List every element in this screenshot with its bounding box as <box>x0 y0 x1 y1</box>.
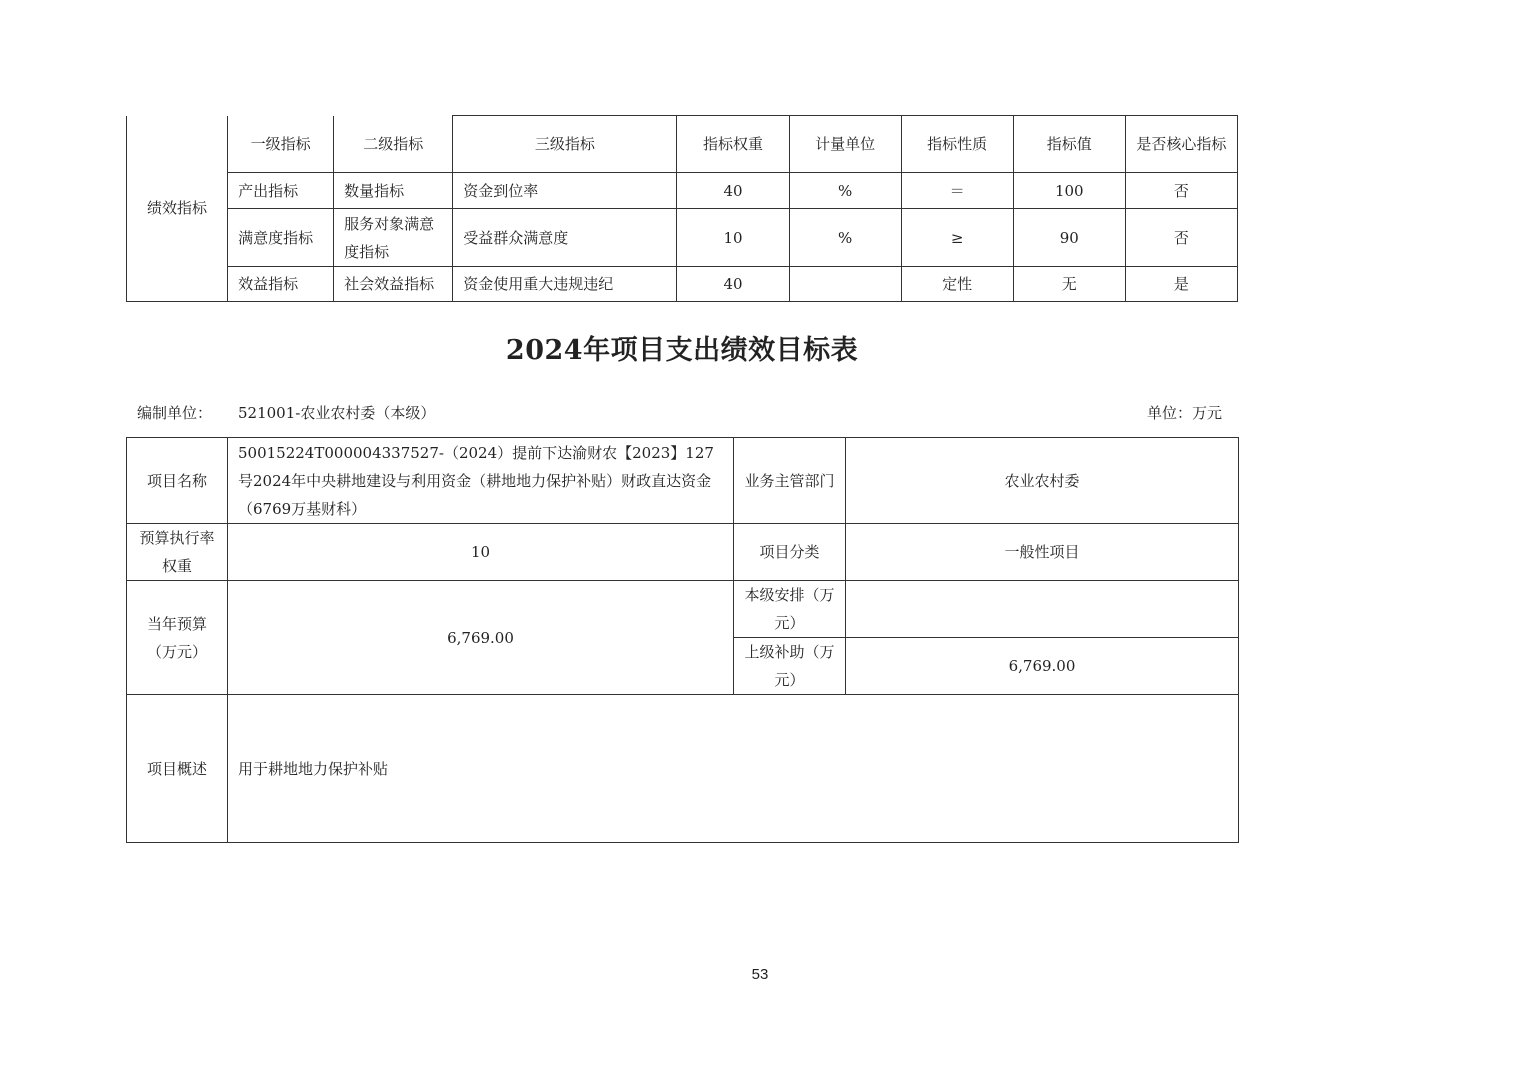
cell-weight: 40 <box>677 173 789 209</box>
perf-row-label: 绩效指标 <box>127 116 228 302</box>
header-nature: 指标性质 <box>901 116 1013 173</box>
cell-level1: 效益指标 <box>228 267 334 302</box>
overview-label: 项目概述 <box>127 695 228 843</box>
cell-core: 是 <box>1125 267 1237 302</box>
header-core: 是否核心指标 <box>1125 116 1237 173</box>
dept-value: 农业农村委 <box>846 438 1239 524</box>
exec-rate-value: 10 <box>228 524 734 581</box>
cell-nature: 定性 <box>901 267 1013 302</box>
header-unit: 计量单位 <box>789 116 901 173</box>
cell-level3: 受益群众满意度 <box>453 209 677 267</box>
budget-value: 6,769.00 <box>228 581 734 695</box>
header-level3: 三级指标 <box>453 116 677 173</box>
dept-label: 业务主管部门 <box>734 438 846 524</box>
project-name-value: 50015224T000004337527-（2024）提前下达渝财农【2023】127号2024年中央耕地建设与利用资金（耕地地力保护补贴）财政直达资金（6769万基财科） <box>228 438 734 524</box>
cell-level3: 资金使用重大违规违纪 <box>453 267 677 302</box>
cell-nature: ＝ <box>901 173 1013 209</box>
cell-weight: 10 <box>677 209 789 267</box>
cell-level1: 产出指标 <box>228 173 334 209</box>
overview-value: 用于耕地地力保护补贴 <box>228 695 1239 843</box>
exec-rate-label: 预算执行率权重 <box>127 524 228 581</box>
page-number: 53 <box>751 966 769 983</box>
cell-weight: 40 <box>677 267 789 302</box>
local-label: 本级安排（万元） <box>734 581 846 638</box>
header-level2: 二级指标 <box>334 116 453 173</box>
header-level1: 一级指标 <box>228 116 334 173</box>
cell-level2: 数量指标 <box>334 173 453 209</box>
cell-value: 100 <box>1013 173 1125 209</box>
performance-indicator-table <box>126 115 1238 302</box>
header-weight: 指标权重 <box>677 116 789 173</box>
cell-level1: 满意度指标 <box>228 209 334 267</box>
cell-level2: 服务对象满意度指标 <box>334 209 453 267</box>
cell-level2: 社会效益指标 <box>334 267 453 302</box>
cell-core: 否 <box>1125 209 1237 267</box>
budget-label: 当年预算（万元） <box>127 581 228 695</box>
cell-unit: % <box>789 209 901 267</box>
project-name-label: 项目名称 <box>127 438 228 524</box>
page-title: 2024年项目支出绩效目标表 <box>505 335 859 366</box>
compiler-label: 编制单位： <box>137 404 213 422</box>
cell-value: 90 <box>1013 209 1125 267</box>
cell-value: 无 <box>1013 267 1125 302</box>
cell-core: 否 <box>1125 173 1237 209</box>
table-row <box>127 173 1238 209</box>
table-row <box>127 209 1238 267</box>
cell-level3: 资金到位率 <box>453 173 677 209</box>
local-value <box>846 581 1239 638</box>
upper-value: 6,769.00 <box>846 638 1239 695</box>
cell-unit <box>789 267 901 302</box>
table-row <box>127 267 1238 302</box>
currency-unit: 单位：万元 <box>1147 404 1223 422</box>
project-info-table <box>126 437 1239 843</box>
header-value: 指标值 <box>1013 116 1125 173</box>
cell-nature: ≥ <box>901 209 1013 267</box>
category-label: 项目分类 <box>734 524 846 581</box>
upper-label: 上级补助（万元） <box>734 638 846 695</box>
cell-unit: % <box>789 173 901 209</box>
category-value: 一般性项目 <box>846 524 1239 581</box>
compiler-value: 521001-农业农村委（本级） <box>238 404 436 422</box>
